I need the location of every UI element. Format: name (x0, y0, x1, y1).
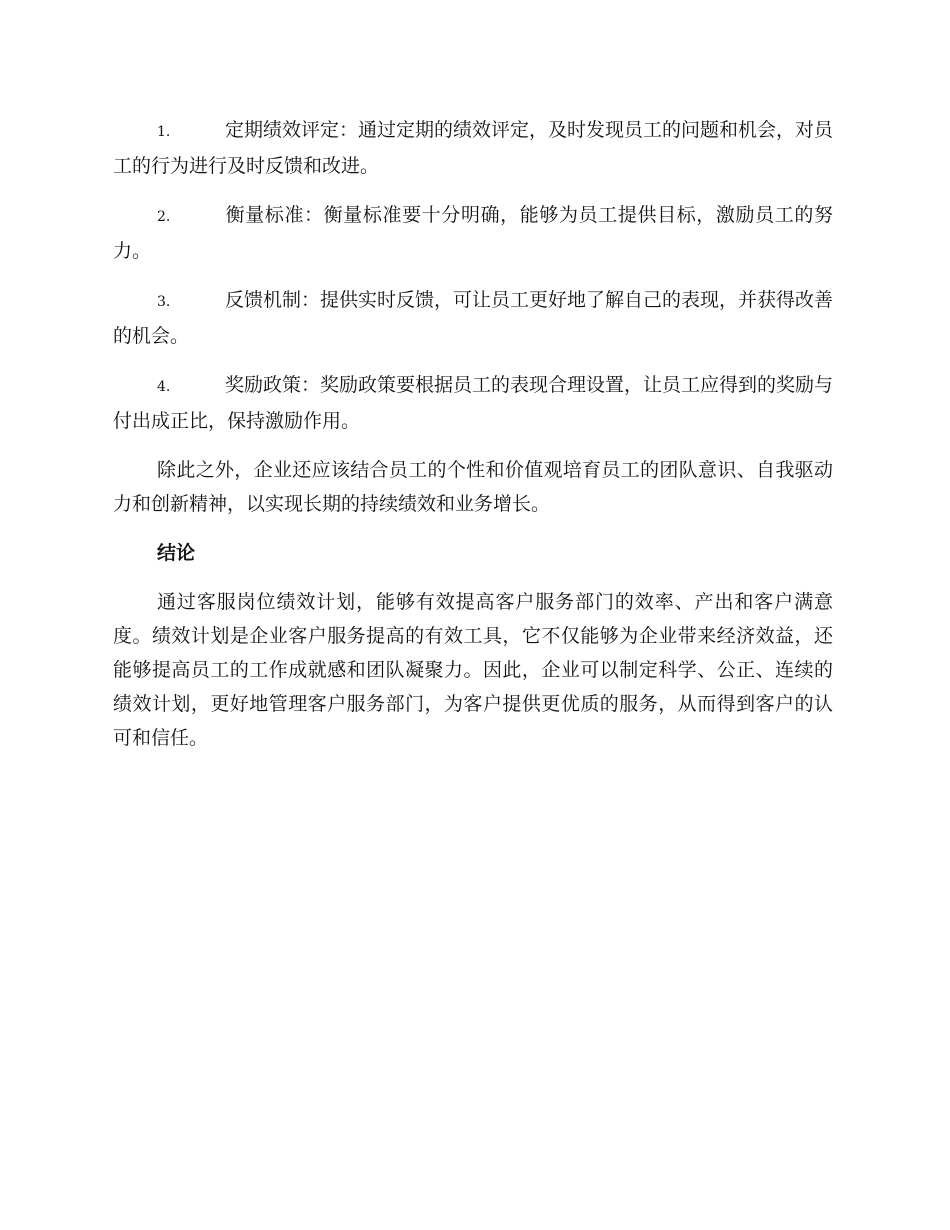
closing-paragraph: 除此之外，企业还应该结合员工的个性和价值观培育员工的团队意识、自我驱动力和创新精神，以实现长期的持续绩效和业务增长。 (113, 459, 833, 515)
document-body (113, 113, 833, 770)
list-item-text: 奖励政策：奖励政策要根据员工的表现合理设置，让员工应得到的奖励与付出成正比，保持激励作用。 (113, 374, 834, 432)
list-item-text: 反馈机制：提供实时反馈，可让员工更好地了解自己的表现，并获得改善的机会。 (113, 289, 834, 347)
list-item-number: 4. (157, 379, 171, 395)
list-item (113, 113, 833, 183)
conclusion-paragraph: 通过客服岗位绩效计划，能够有效提高客户服务部门的效率、产出和客户满意度。绩效计划是企业客户服务提高的有效工具，它不仅能够为企业带来经济效益，还能够提高员工的工作成就感和团队凝聚力。因此，企业可以制定科学、公正、连续的绩效计划，更好地管理客户服务部门，为客户提供更优质的服务，从而得到客户的认可和信任。 (113, 591, 833, 749)
list-item-text: 定期绩效评定：通过定期的绩效评定，及时发现员工的问题和机会，对员工的行为进行及时反馈和改进。 (113, 119, 834, 177)
list-item-number: 3. (157, 294, 171, 310)
section-heading-conclusion: 结论 (157, 542, 196, 564)
list-item-number: 2. (157, 209, 171, 225)
list-item-number: 1. (157, 124, 171, 140)
list-item-text: 衡量标准：衡量标准要十分明确，能够为员工提供目标，激励员工的努力。 (113, 204, 833, 262)
list-item (113, 198, 833, 268)
list-item (113, 368, 833, 438)
list-item (113, 283, 833, 353)
